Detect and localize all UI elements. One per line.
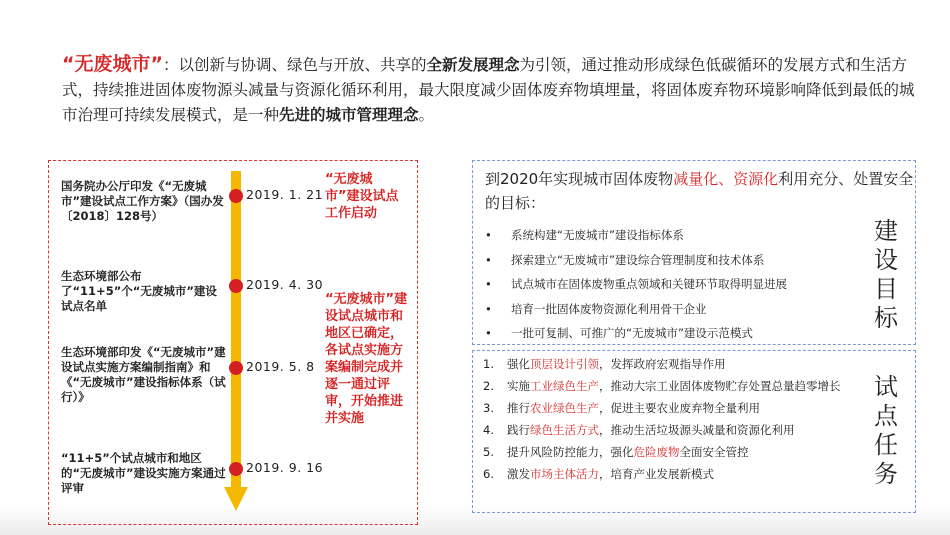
timeline-event-4: “11+5”个试点城市和地区的“无废城市”建设实施方案通过评审	[61, 451, 226, 495]
task-number: 3.	[483, 401, 494, 415]
timeline-arrow-head	[224, 487, 248, 511]
goals-list	[485, 223, 787, 346]
goals-side-label	[871, 217, 901, 333]
task-text	[507, 377, 855, 396]
intro-bold-1: 全新发展理念	[426, 56, 520, 74]
intro-text-2: 为引领，通过推动形成绿色低碳循环的发展方式和生活方式，持续推进固体废物源头减量与资源化循环利用，最大限度减少固体废弃物填埋量，将固体废弃物环境影响降低到最低的城市治理可持续发展模式，是一种	[62, 56, 915, 124]
list-item	[483, 377, 863, 396]
timeline-date-2: 2019. 4. 30	[246, 277, 324, 292]
list-item	[483, 465, 863, 484]
list-item	[483, 443, 863, 462]
list-item	[485, 321, 787, 346]
task-text	[507, 465, 855, 484]
goal-text: 培育一批固体废物资源化利用骨干企业	[511, 301, 707, 316]
timeline-date-4: 2019. 9. 16	[246, 460, 324, 475]
list-item	[485, 223, 787, 248]
tasks-side-label	[871, 373, 901, 489]
timeline-date-3: 2019. 5. 8	[246, 359, 315, 374]
goals-heading-b: 利用充分、处置安全的目标：	[485, 170, 914, 212]
task-text	[507, 355, 855, 374]
intro-paragraph	[62, 52, 922, 128]
timeline-event-3: 生态环境部印发《“无废城市”建设试点实施方案编制指南》和《“无废城市”建设指标体系（试行）》	[61, 345, 226, 404]
label-char: 设	[874, 246, 898, 274]
list-item	[485, 297, 787, 322]
timeline-dot-4	[229, 462, 243, 476]
list-item	[485, 248, 787, 273]
task-pre: 强化	[507, 357, 530, 371]
task-number: 2.	[483, 379, 494, 393]
list-item	[485, 272, 787, 297]
goals-heading	[485, 167, 915, 215]
bullet-icon: •	[485, 252, 492, 267]
label-char: 建	[874, 217, 898, 245]
intro-title: “无废城市”	[62, 53, 163, 75]
task-post: ，推动生活垃圾源头减量和资源化利用	[599, 423, 795, 437]
goal-text: 系统构建“无废城市”建设指标体系	[511, 228, 684, 242]
timeline-event-2: 生态环境部公布了“11+5”个“无废城市”建设试点名单	[61, 269, 217, 313]
timeline-note-launch: “无废城市”建设试点工作启动	[325, 172, 399, 221]
label-char: 标	[874, 304, 898, 332]
task-highlight: 绿色生活方式	[530, 423, 599, 437]
task-post: ，发挥政府宏观指导作用	[599, 357, 726, 371]
task-pre: 激发	[507, 467, 530, 481]
task-text	[507, 399, 855, 418]
goal-text: 一批可复制、可推广的“无废城市”建设示范模式	[511, 326, 753, 340]
task-post: ，促进主要农业废弃物全量利用	[599, 401, 760, 415]
intro-text-3: 。	[418, 106, 435, 124]
task-number: 1.	[483, 357, 494, 371]
timeline-event-1: 国务院办公厅印发《“无废城市”建设试点工作方案》（国办发〔2018〕128号）	[61, 179, 224, 223]
task-number: 4.	[483, 423, 494, 437]
list-item	[483, 399, 863, 418]
label-char: 任	[874, 431, 898, 459]
list-item	[483, 421, 863, 440]
label-char: 目	[874, 275, 898, 303]
task-number: 6.	[483, 467, 494, 481]
timeline-dot-2	[229, 279, 243, 293]
intro-text-1: ：以创新与协调、绿色与开放、共享的	[162, 56, 427, 74]
timeline-arrow-shaft	[231, 171, 241, 489]
task-pre: 提升风险防控能力，强化	[507, 445, 634, 459]
intro-bold-2: 先进的城市管理理念	[279, 106, 419, 124]
tasks-list	[483, 355, 863, 487]
task-highlight: 农业绿色生产	[530, 401, 599, 415]
task-highlight: 顶层设计引领	[530, 357, 599, 371]
task-highlight: 工业绿色生产	[530, 379, 599, 393]
task-post: ，培育产业发展新模式	[599, 467, 714, 481]
goals-box	[472, 160, 916, 345]
task-text	[507, 421, 855, 440]
task-pre: 践行	[507, 423, 530, 437]
label-char: 点	[874, 402, 898, 430]
task-post: ，推动大宗工业固体废物贮存处置总量趋零增长	[599, 379, 841, 393]
timeline-date-1: 2019. 1. 21	[246, 187, 324, 202]
goal-text: 探索建立“无废城市”建设综合管理制度和技术体系	[511, 252, 765, 267]
timeline-note-confirmed: “无废城市”建设试点城市和地区已确定，各试点实施方案编制完成并逐一通过评审，开始推进并实施	[325, 292, 408, 426]
task-highlight: 危险废物	[633, 445, 680, 459]
goal-text: 试点城市在固体废物重点领域和关键环节取得明显进展	[511, 277, 787, 291]
label-char: 务	[874, 460, 898, 488]
timeline-dot-1	[229, 189, 243, 203]
bullet-icon: •	[485, 301, 492, 316]
task-number: 5.	[483, 445, 494, 459]
task-text	[507, 443, 855, 462]
timeline-dot-3	[229, 361, 243, 375]
label-char: 试	[874, 373, 898, 401]
bullet-icon: •	[485, 228, 492, 242]
task-post: 全面安全管控	[679, 445, 749, 459]
bullet-icon: •	[485, 326, 492, 340]
task-pre: 实施	[507, 379, 530, 393]
timeline-box	[48, 160, 418, 525]
task-pre: 推行	[507, 401, 530, 415]
goals-heading-highlight: 减量化、资源化	[673, 170, 779, 188]
goals-heading-a: 到2020年实现城市固体废物	[485, 170, 674, 188]
list-item	[483, 355, 863, 374]
bullet-icon: •	[485, 277, 492, 291]
tasks-box	[472, 350, 916, 513]
task-highlight: 市场主体活力	[530, 467, 599, 481]
